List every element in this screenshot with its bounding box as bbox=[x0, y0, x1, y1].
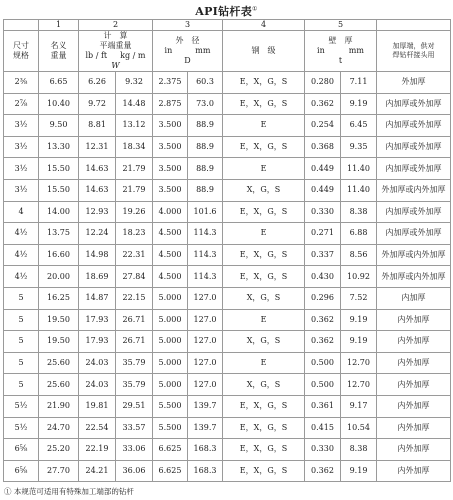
wall-mm-cell: 7.11 bbox=[341, 72, 377, 94]
od-in-cell: 3.500 bbox=[153, 115, 188, 137]
calc-weight-kgm-cell: 29.51 bbox=[116, 395, 153, 417]
upset-end-cell: 外加厚或内外加厚 bbox=[377, 266, 451, 288]
od-mm-cell: 88.9 bbox=[188, 115, 223, 137]
od-in-cell: 5.000 bbox=[153, 287, 188, 309]
nominal-weight-cell: 25.60 bbox=[39, 374, 79, 396]
wall-in-cell: 0.361 bbox=[305, 395, 341, 417]
wall-mm-cell: 7.52 bbox=[341, 287, 377, 309]
header-outer-diameter bbox=[153, 31, 223, 72]
table-title bbox=[0, 3, 453, 19]
size-cell: 5 bbox=[4, 374, 39, 396]
header-wall-thickness bbox=[305, 31, 377, 72]
upset-end-cell: 内外加厚 bbox=[377, 460, 451, 482]
calc-weight-kgm-cell: 35.79 bbox=[116, 352, 153, 374]
header-od-units bbox=[153, 46, 222, 56]
od-mm-cell: 127.0 bbox=[188, 352, 223, 374]
size-cell: 3½ bbox=[4, 115, 39, 137]
od-mm-cell: 88.9 bbox=[188, 136, 223, 158]
upset-end-cell: 内外加厚 bbox=[377, 417, 451, 439]
table-row bbox=[4, 244, 451, 266]
header-od-title: 外 径 bbox=[175, 36, 200, 45]
table-row bbox=[4, 439, 451, 461]
size-cell: 4½ bbox=[4, 244, 39, 266]
calc-weight-lbft-cell: 22.19 bbox=[79, 439, 116, 461]
calc-weight-lbft-cell: 14.63 bbox=[79, 179, 116, 201]
size-cell: 3½ bbox=[4, 179, 39, 201]
calc-weight-kgm-cell: 22.15 bbox=[116, 287, 153, 309]
od-in-cell: 5.000 bbox=[153, 352, 188, 374]
grade-cell: E，X，G，S bbox=[223, 417, 305, 439]
size-cell: 5 bbox=[4, 287, 39, 309]
header-od-symbol: D bbox=[184, 56, 191, 65]
upset-end-cell: 内外加厚 bbox=[377, 352, 451, 374]
calc-weight-lbft-cell: 24.21 bbox=[79, 460, 116, 482]
header-wall-unit-mm: mm bbox=[348, 46, 364, 55]
table-row bbox=[4, 309, 451, 331]
size-cell: 5½ bbox=[4, 417, 39, 439]
wall-mm-cell: 9.19 bbox=[341, 309, 377, 331]
upset-end-cell: 内加厚 bbox=[377, 287, 451, 309]
header-od-unit-mm: mm bbox=[195, 46, 211, 55]
calc-weight-lbft-cell: 19.81 bbox=[79, 395, 116, 417]
nominal-weight-cell: 21.90 bbox=[39, 395, 79, 417]
table-row bbox=[4, 331, 451, 353]
wall-in-cell: 0.449 bbox=[305, 158, 341, 180]
wall-mm-cell: 8.56 bbox=[341, 244, 377, 266]
header-size-line2: 规格 bbox=[13, 51, 29, 60]
grade-cell: E bbox=[223, 352, 305, 374]
od-mm-cell: 88.9 bbox=[188, 158, 223, 180]
table-row bbox=[4, 266, 451, 288]
nominal-weight-cell: 24.70 bbox=[39, 417, 79, 439]
nominal-weight-cell: 14.00 bbox=[39, 201, 79, 223]
calc-weight-lbft-cell: 18.69 bbox=[79, 266, 116, 288]
wall-mm-cell: 12.70 bbox=[341, 374, 377, 396]
grade-cell: X，G，S bbox=[223, 374, 305, 396]
calc-weight-kgm-cell: 33.06 bbox=[116, 439, 153, 461]
grade-cell: X，G，S bbox=[223, 287, 305, 309]
table-row bbox=[4, 179, 451, 201]
wall-in-cell: 0.500 bbox=[305, 352, 341, 374]
calc-weight-lbft-cell: 24.03 bbox=[79, 352, 116, 374]
size-cell: 4½ bbox=[4, 223, 39, 245]
od-mm-cell: 114.3 bbox=[188, 244, 223, 266]
calc-weight-kgm-cell: 9.32 bbox=[116, 72, 153, 94]
wall-mm-cell: 6.88 bbox=[341, 223, 377, 245]
nominal-weight-cell: 13.75 bbox=[39, 223, 79, 245]
size-cell: 2⅜ bbox=[4, 72, 39, 94]
header-wall-title: 壁 厚 bbox=[328, 36, 353, 45]
drill-pipe-table bbox=[3, 19, 451, 482]
upset-end-cell: 内外加厚 bbox=[377, 439, 451, 461]
calc-weight-kgm-cell: 26.71 bbox=[116, 331, 153, 353]
header-nominal-line2: 重量 bbox=[50, 51, 67, 60]
calc-weight-lbft-cell: 14.87 bbox=[79, 287, 116, 309]
nominal-weight-cell: 9.50 bbox=[39, 115, 79, 137]
header-wall-symbol: t bbox=[338, 56, 343, 65]
calc-weight-lbft-cell: 12.31 bbox=[79, 136, 116, 158]
calc-weight-lbft-cell: 9.72 bbox=[79, 93, 116, 115]
od-mm-cell: 139.7 bbox=[188, 395, 223, 417]
grade-cell: X，G，S bbox=[223, 179, 305, 201]
size-cell: 4 bbox=[4, 201, 39, 223]
column-title-row bbox=[4, 31, 451, 72]
upset-end-cell: 内外加厚 bbox=[377, 331, 451, 353]
calc-weight-kgm-cell: 18.23 bbox=[116, 223, 153, 245]
nominal-weight-cell: 25.60 bbox=[39, 352, 79, 374]
od-mm-cell: 127.0 bbox=[188, 374, 223, 396]
table-row bbox=[4, 201, 451, 223]
upset-end-cell: 内外加厚 bbox=[377, 374, 451, 396]
wall-mm-cell: 11.40 bbox=[341, 158, 377, 180]
size-cell: 3½ bbox=[4, 136, 39, 158]
grade-cell: E，X，G，S bbox=[223, 93, 305, 115]
calc-weight-kgm-cell: 18.34 bbox=[116, 136, 153, 158]
calc-weight-lbft-cell: 22.54 bbox=[79, 417, 116, 439]
od-mm-cell: 60.3 bbox=[188, 72, 223, 94]
col-number-1: 1 bbox=[39, 20, 79, 31]
grade-cell: E，X，G，S bbox=[223, 244, 305, 266]
size-cell: 5 bbox=[4, 331, 39, 353]
upset-end-cell: 内加厚或外加厚 bbox=[377, 93, 451, 115]
nominal-weight-cell: 27.70 bbox=[39, 460, 79, 482]
upset-end-cell: 外加厚或内外加厚 bbox=[377, 179, 451, 201]
table-row bbox=[4, 395, 451, 417]
grade-cell: E，X，G，S bbox=[223, 72, 305, 94]
od-in-cell: 5.000 bbox=[153, 331, 188, 353]
nominal-weight-cell: 19.50 bbox=[39, 309, 79, 331]
wall-mm-cell: 9.17 bbox=[341, 395, 377, 417]
od-mm-cell: 127.0 bbox=[188, 309, 223, 331]
header-calc-symbol-text: W bbox=[111, 61, 120, 70]
calc-weight-kgm-cell: 22.31 bbox=[116, 244, 153, 266]
size-cell: 3½ bbox=[4, 158, 39, 180]
wall-mm-cell: 6.45 bbox=[341, 115, 377, 137]
table-row bbox=[4, 136, 451, 158]
grade-cell: E，X，G，S bbox=[223, 460, 305, 482]
header-od-unit-in: in bbox=[164, 46, 173, 55]
wall-mm-cell: 10.92 bbox=[341, 266, 377, 288]
size-cell: 5½ bbox=[4, 395, 39, 417]
od-in-cell: 4.500 bbox=[153, 223, 188, 245]
od-mm-cell: 88.9 bbox=[188, 179, 223, 201]
header-calc-line1: 计 算 bbox=[103, 31, 128, 40]
wall-in-cell: 0.368 bbox=[305, 136, 341, 158]
grade-cell: E，X，G，S bbox=[223, 201, 305, 223]
grade-cell: E，X，G，S bbox=[223, 395, 305, 417]
calc-weight-lbft-cell: 24.03 bbox=[79, 374, 116, 396]
grade-cell: E，X，G，S bbox=[223, 266, 305, 288]
grade-cell: E，X，G，S bbox=[223, 439, 305, 461]
calc-weight-lbft-cell: 12.24 bbox=[79, 223, 116, 245]
header-calc-units bbox=[79, 51, 152, 61]
calc-weight-kgm-cell: 26.71 bbox=[116, 309, 153, 331]
wall-mm-cell: 8.38 bbox=[341, 439, 377, 461]
od-in-cell: 5.500 bbox=[153, 395, 188, 417]
wall-in-cell: 0.330 bbox=[305, 439, 341, 461]
wall-mm-cell: 9.19 bbox=[341, 460, 377, 482]
wall-mm-cell: 9.19 bbox=[341, 331, 377, 353]
nominal-weight-cell: 16.60 bbox=[39, 244, 79, 266]
wall-in-cell: 0.415 bbox=[305, 417, 341, 439]
wall-in-cell: 0.430 bbox=[305, 266, 341, 288]
wall-mm-cell: 9.35 bbox=[341, 136, 377, 158]
od-mm-cell: 127.0 bbox=[188, 331, 223, 353]
size-cell: 4½ bbox=[4, 266, 39, 288]
table-row bbox=[4, 115, 451, 137]
nominal-weight-cell: 10.40 bbox=[39, 93, 79, 115]
wall-in-cell: 0.362 bbox=[305, 460, 341, 482]
size-cell: 5 bbox=[4, 352, 39, 374]
table-row bbox=[4, 417, 451, 439]
od-in-cell: 5.000 bbox=[153, 309, 188, 331]
header-wall-unit-in: in bbox=[317, 46, 325, 55]
header-wall-units bbox=[305, 46, 376, 56]
grade-cell: E bbox=[223, 158, 305, 180]
wall-in-cell: 0.337 bbox=[305, 244, 341, 266]
calc-weight-lbft-cell: 8.81 bbox=[79, 115, 116, 137]
upset-end-cell: 内外加厚 bbox=[377, 309, 451, 331]
calc-weight-kgm-cell: 21.79 bbox=[116, 158, 153, 180]
od-in-cell: 2.375 bbox=[153, 72, 188, 94]
wall-mm-cell: 9.19 bbox=[341, 93, 377, 115]
od-mm-cell: 101.6 bbox=[188, 201, 223, 223]
header-size bbox=[4, 31, 39, 72]
wall-in-cell: 0.362 bbox=[305, 309, 341, 331]
od-in-cell: 4.500 bbox=[153, 244, 188, 266]
header-nominal-weight bbox=[39, 31, 79, 72]
calc-weight-lbft-cell: 17.93 bbox=[79, 331, 116, 353]
od-in-cell: 3.500 bbox=[153, 179, 188, 201]
calc-weight-kgm-cell: 14.48 bbox=[116, 93, 153, 115]
od-mm-cell: 127.0 bbox=[188, 287, 223, 309]
table-row bbox=[4, 93, 451, 115]
header-calc-unit-kg: kg / m bbox=[120, 51, 146, 60]
wall-in-cell: 0.449 bbox=[305, 179, 341, 201]
upset-end-cell: 内加厚或外加厚 bbox=[377, 201, 451, 223]
table-title-text: API钻杆表 bbox=[195, 5, 253, 18]
wall-in-cell: 0.362 bbox=[305, 93, 341, 115]
size-cell: 6⅝ bbox=[4, 439, 39, 461]
footnote: ① 本规范可适用有特殊加工端部的钻杆 bbox=[4, 487, 134, 496]
table-row bbox=[4, 460, 451, 482]
table-row bbox=[4, 352, 451, 374]
od-in-cell: 5.000 bbox=[153, 374, 188, 396]
nominal-weight-cell: 6.65 bbox=[39, 72, 79, 94]
wall-in-cell: 0.330 bbox=[305, 201, 341, 223]
table-header bbox=[4, 20, 451, 72]
wall-in-cell: 0.362 bbox=[305, 331, 341, 353]
calc-weight-kgm-cell: 19.26 bbox=[116, 201, 153, 223]
table-row bbox=[4, 287, 451, 309]
header-calc-weight bbox=[79, 31, 153, 72]
upset-end-cell: 内加厚或外加厚 bbox=[377, 115, 451, 137]
nominal-weight-cell: 20.00 bbox=[39, 266, 79, 288]
wall-in-cell: 0.254 bbox=[305, 115, 341, 137]
size-cell: 5 bbox=[4, 309, 39, 331]
calc-weight-kgm-cell: 13.12 bbox=[116, 115, 153, 137]
calc-weight-kgm-cell: 27.84 bbox=[116, 266, 153, 288]
od-mm-cell: 168.3 bbox=[188, 460, 223, 482]
od-mm-cell: 139.7 bbox=[188, 417, 223, 439]
size-cell: 2⅞ bbox=[4, 93, 39, 115]
wall-in-cell: 0.271 bbox=[305, 223, 341, 245]
wall-mm-cell: 10.54 bbox=[341, 417, 377, 439]
wall-in-cell: 0.296 bbox=[305, 287, 341, 309]
title-footnote-mark: ① bbox=[252, 5, 258, 13]
od-in-cell: 6.625 bbox=[153, 439, 188, 461]
header-size-line1: 尺寸 bbox=[13, 41, 29, 50]
calc-weight-kgm-cell: 33.57 bbox=[116, 417, 153, 439]
wall-in-cell: 0.500 bbox=[305, 374, 341, 396]
nominal-weight-cell: 19.50 bbox=[39, 331, 79, 353]
od-in-cell: 2.875 bbox=[153, 93, 188, 115]
upset-end-cell: 内加厚或外加厚 bbox=[377, 158, 451, 180]
od-mm-cell: 73.0 bbox=[188, 93, 223, 115]
upset-end-cell: 内加厚或外加厚 bbox=[377, 223, 451, 245]
od-mm-cell: 114.3 bbox=[188, 266, 223, 288]
od-in-cell: 5.500 bbox=[153, 417, 188, 439]
grade-cell: E bbox=[223, 223, 305, 245]
nominal-weight-cell: 16.25 bbox=[39, 287, 79, 309]
calc-weight-lbft-cell: 6.26 bbox=[79, 72, 116, 94]
size-cell: 6⅝ bbox=[4, 460, 39, 482]
col-number-3: 3 bbox=[153, 20, 223, 31]
header-ends-line1: 加厚端，供对 bbox=[392, 42, 435, 50]
upset-end-cell: 内加厚或外加厚 bbox=[377, 136, 451, 158]
header-upset-ends bbox=[377, 31, 451, 72]
wall-mm-cell: 12.70 bbox=[341, 352, 377, 374]
od-mm-cell: 168.3 bbox=[188, 439, 223, 461]
nominal-weight-cell: 15.50 bbox=[39, 158, 79, 180]
header-ends-line2: 焊钻杆接头用 bbox=[392, 51, 435, 59]
col-number-blank bbox=[4, 20, 39, 31]
table-row bbox=[4, 223, 451, 245]
wall-mm-cell: 11.40 bbox=[341, 179, 377, 201]
calc-weight-lbft-cell: 17.93 bbox=[79, 309, 116, 331]
grade-cell: X，G，S bbox=[223, 331, 305, 353]
nominal-weight-cell: 25.20 bbox=[39, 439, 79, 461]
col-number-blank-end bbox=[377, 20, 451, 31]
calc-weight-kgm-cell: 21.79 bbox=[116, 179, 153, 201]
nominal-weight-cell: 15.50 bbox=[39, 179, 79, 201]
grade-cell: E bbox=[223, 309, 305, 331]
calc-weight-kgm-cell: 35.79 bbox=[116, 374, 153, 396]
upset-end-cell: 外加厚或内外加厚 bbox=[377, 244, 451, 266]
od-in-cell: 4.000 bbox=[153, 201, 188, 223]
table-row bbox=[4, 158, 451, 180]
header-nominal-line1: 名义 bbox=[50, 41, 67, 50]
column-number-row bbox=[4, 20, 451, 31]
col-number-2: 2 bbox=[79, 20, 153, 31]
nominal-weight-cell: 13.30 bbox=[39, 136, 79, 158]
od-in-cell: 3.500 bbox=[153, 136, 188, 158]
col-number-4: 4 bbox=[223, 20, 305, 31]
od-in-cell: 4.500 bbox=[153, 266, 188, 288]
calc-weight-lbft-cell: 12.93 bbox=[79, 201, 116, 223]
calc-weight-kgm-cell: 36.06 bbox=[116, 460, 153, 482]
header-calc-symbol bbox=[79, 61, 152, 71]
table-row bbox=[4, 72, 451, 94]
upset-end-cell: 外加厚 bbox=[377, 72, 451, 94]
header-calc-unit-lb: lb / ft bbox=[85, 51, 108, 60]
od-in-cell: 3.500 bbox=[153, 158, 188, 180]
grade-cell: E，X，G，S bbox=[223, 136, 305, 158]
wall-mm-cell: 8.38 bbox=[341, 201, 377, 223]
table-row bbox=[4, 374, 451, 396]
col-number-5: 5 bbox=[305, 20, 377, 31]
header-grade: 钢 级 bbox=[223, 31, 305, 72]
header-calc-line2: 平端重量 bbox=[99, 41, 132, 50]
table-body bbox=[4, 72, 451, 482]
od-mm-cell: 114.3 bbox=[188, 223, 223, 245]
wall-in-cell: 0.280 bbox=[305, 72, 341, 94]
grade-cell: E bbox=[223, 115, 305, 137]
calc-weight-lbft-cell: 14.98 bbox=[79, 244, 116, 266]
od-in-cell: 6.625 bbox=[153, 460, 188, 482]
calc-weight-lbft-cell: 14.63 bbox=[79, 158, 116, 180]
upset-end-cell: 内外加厚 bbox=[377, 395, 451, 417]
